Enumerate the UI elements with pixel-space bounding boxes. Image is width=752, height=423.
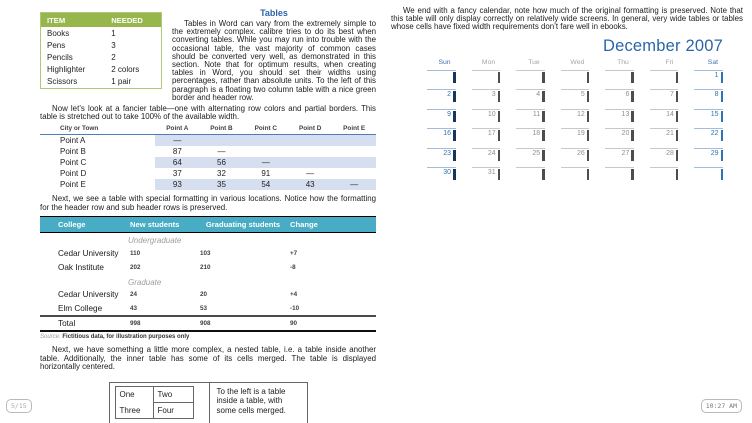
table-row	[40, 135, 376, 147]
table-cell: Total	[58, 318, 76, 328]
calendar-tick	[631, 150, 634, 161]
calendar-cell	[634, 89, 679, 109]
table-cell: +7	[290, 249, 298, 257]
calendar-date: 15	[710, 110, 719, 118]
calendar-tick	[631, 111, 634, 122]
calendar-tick	[631, 72, 634, 83]
table-cell: Cedar University	[58, 290, 119, 300]
calendar-cell	[678, 109, 723, 129]
calendar-cell-box	[472, 70, 501, 90]
calendar-tick	[453, 130, 456, 141]
calendar-tick	[676, 150, 679, 161]
calendar-cell	[545, 167, 590, 187]
calendar-cell-box	[694, 89, 723, 109]
calendar-cell-box	[472, 167, 501, 187]
calendar-tick	[498, 111, 501, 122]
calendar-tick	[631, 91, 634, 102]
inner-cell-one: One	[119, 389, 135, 399]
calendar-day-header: Wed	[570, 58, 585, 66]
calendar-cell	[500, 128, 545, 148]
table-cell: —	[155, 135, 199, 147]
calendar-cell-box	[650, 70, 679, 90]
calendar-tick	[721, 72, 724, 83]
fancier-table-paragraph: Now let’s look at a fancier table—one with alternating row colors and partial borders. This table is stretched out to take 100% of the available width.	[40, 104, 376, 122]
calendar-tick	[542, 150, 545, 161]
calendar-cell	[456, 70, 501, 90]
table-cell: 43	[288, 179, 332, 190]
nested-table-section	[40, 382, 376, 423]
table-cell: —	[244, 157, 288, 168]
calendar-tick	[587, 169, 590, 180]
calendar-cell	[545, 89, 590, 109]
supplies-table-float	[40, 12, 162, 89]
table-cell: Point B	[60, 147, 86, 157]
calendar-cell	[411, 89, 456, 109]
calendar-tick	[542, 130, 545, 141]
calendar-cell	[545, 148, 590, 168]
calendar-date: 6	[625, 91, 630, 99]
calendar-tick	[676, 130, 679, 141]
calendar-tick	[453, 91, 456, 102]
special-formatting-paragraph: Next, we see a table with special formatting in various locations. Notice how the formatting for the header row and sub header rows is preserved.	[40, 194, 376, 212]
calendar-tick	[721, 150, 724, 161]
calendar-cell-box	[561, 89, 590, 109]
calendar-cell-box	[650, 148, 679, 168]
calendar-cell-box	[605, 167, 634, 187]
table-cell: 998	[130, 319, 141, 327]
table-row	[41, 39, 162, 51]
calendar-cell-box	[605, 148, 634, 168]
table-row	[40, 246, 376, 260]
calendar-cell-box	[561, 167, 590, 187]
column-header: New students	[128, 216, 198, 232]
table-row	[41, 76, 162, 89]
calendar-date: 12	[576, 110, 585, 118]
table-row	[40, 179, 376, 190]
calendar-cell-box	[427, 109, 456, 129]
table-cell: 53	[200, 304, 208, 312]
table-cell: Oak Institute	[58, 262, 104, 272]
calendar-date: 21	[666, 130, 674, 138]
inner-table	[115, 386, 194, 419]
calendar-date: 23	[443, 149, 452, 157]
calendar-cell	[411, 128, 456, 148]
calendar-cell	[411, 109, 456, 129]
calendar-cell-box	[427, 148, 456, 168]
calendar-cell	[456, 128, 501, 148]
table-row	[40, 288, 376, 302]
page-indicator[interactable]: 5/15	[6, 399, 32, 413]
table-header-row	[41, 13, 162, 28]
calendar-cell-box	[650, 128, 679, 148]
calendar-cell	[456, 109, 501, 129]
source-text: Fictitious data, for illustration purposes only	[62, 334, 190, 341]
calendar-tick	[498, 169, 501, 180]
calendar-tick	[542, 111, 545, 122]
calendar-cell	[545, 109, 590, 129]
table-cell: -8	[290, 263, 296, 271]
calendar-date: 28	[666, 149, 674, 157]
calendar-date: 31	[487, 169, 496, 177]
calendar-cell-box	[516, 148, 545, 168]
calendar-cell	[678, 70, 723, 90]
table-header-row	[40, 216, 376, 232]
calendar-cell-box	[516, 89, 545, 109]
table-cell: 64	[155, 157, 199, 168]
calendar-tick	[676, 111, 679, 122]
table-row	[109, 382, 307, 423]
calendar-tick	[498, 72, 501, 83]
table-row	[40, 157, 376, 168]
column-header: City or Town	[60, 125, 99, 133]
table-cell: 91	[261, 169, 271, 179]
table-cell	[288, 135, 332, 147]
calendar-paragraph: We end with a fancy calendar, note how much of the original formatting is preserved. Note that this table will only display correctly on relatively wide screens. In general, very wide tables or tables whose cells have fixed width requirements don’t fare well in ebooks.	[391, 6, 743, 32]
calendar-cell	[589, 148, 634, 168]
sub-header-row	[40, 274, 376, 288]
section-heading: Tables	[260, 8, 288, 18]
calendar-tick	[721, 111, 724, 122]
table-cell: —	[332, 179, 376, 190]
calendar-cell	[500, 167, 545, 187]
inner-cell-four: Four	[153, 402, 193, 418]
outer-table-left-cell	[109, 382, 209, 423]
column-header: ITEM	[41, 13, 106, 28]
table-cell: 93	[155, 179, 199, 190]
calendar-cell-box	[605, 70, 634, 90]
calendar-tick	[453, 111, 456, 122]
calendar-day-header: Sun	[438, 58, 451, 66]
supplies-table	[40, 12, 162, 89]
calendar-tick	[542, 72, 545, 83]
calendar-tick	[676, 72, 679, 83]
calendar-cell-box	[516, 128, 545, 148]
calendar-cell	[589, 89, 634, 109]
table-cell: +4	[290, 291, 298, 299]
calendar-date: 4	[536, 91, 541, 99]
column-header: NEEDED	[105, 13, 161, 28]
table-row	[41, 27, 162, 39]
calendar-date: 10	[487, 110, 496, 118]
calendar-cell	[589, 109, 634, 129]
table-cell: Point E	[60, 180, 86, 190]
calendar-date: 11	[532, 110, 541, 118]
table-cell: 2 colors	[111, 65, 140, 75]
column-header: Point B	[210, 125, 233, 133]
calendar-date: 13	[621, 110, 630, 118]
calendar-tick	[453, 169, 456, 180]
calendar-date: 1	[714, 71, 719, 79]
calendar-cell-box	[561, 148, 590, 168]
calendar-date: 18	[532, 130, 541, 138]
calendar-date: 24	[487, 149, 496, 157]
calendar-tick	[498, 150, 501, 161]
outer-table	[109, 382, 308, 423]
nested-table-paragraph: Next, we have something a little more complex, a nested table, i.e. a table inside another table. Additionally, the inner table has some of its cells merged. The table is displayed horizontally centered.	[40, 345, 376, 371]
table-cell	[332, 135, 376, 147]
table-cell: —	[217, 147, 226, 157]
calendar-cell-box	[694, 109, 723, 129]
calendar-cell-box	[561, 109, 590, 129]
calendar-cell-box	[472, 89, 501, 109]
table-cell: 110	[130, 249, 141, 257]
calendar-cell-box	[516, 167, 545, 187]
calendar-date: 14	[666, 110, 674, 118]
inner-cell-three: Three	[119, 405, 141, 415]
calendar-cell	[411, 148, 456, 168]
table-cell: 1 pair	[111, 77, 132, 87]
calendar-day-header: Fri	[665, 58, 674, 66]
calendar-cell-box	[516, 109, 545, 129]
calendar-cell-box	[427, 70, 456, 90]
calendar-tick	[498, 130, 501, 141]
table-cell: 20	[200, 291, 208, 299]
calendar-cell	[634, 128, 679, 148]
table-cell	[244, 135, 288, 147]
table-cell: Elm College	[58, 303, 103, 313]
calendar-tick	[587, 91, 590, 102]
table-cell: -10	[290, 304, 300, 312]
calendar-cell-box	[427, 128, 456, 148]
intro-paragraph: Tables in Word can vary from the extremely simple to the extremely complex. calibre tries to do its best when converting tables. While you may run into trouble with the occasional table, the vast majority of common cases should be converted very well, as demonstrated in this section. Note that for optimum results, when creating tables in Word, you should set their widths using percentages, rather than absolute units. To the left of this paragraph is a floating two column table with a nice green border and header row.	[172, 19, 376, 102]
calendar-cell	[589, 167, 634, 187]
table-cell: 24	[130, 291, 138, 299]
sub-header-label: Undergraduate	[128, 236, 182, 246]
calendar-tick	[587, 150, 590, 161]
table-cell: 87	[172, 147, 182, 157]
calendar-cell	[411, 70, 456, 90]
calendar-cell-box	[516, 70, 545, 90]
sub-header-row	[40, 232, 376, 246]
table-cell: 103	[200, 249, 211, 257]
table-cell: —	[306, 169, 315, 179]
calendar-cell-box	[694, 70, 723, 90]
calendar-date: 29	[710, 149, 719, 157]
calendar-cell-box	[472, 128, 501, 148]
table-cell	[288, 146, 332, 157]
calendar-day-header: Tue	[528, 58, 540, 66]
calendar-cell-box	[561, 70, 590, 90]
table-cell: 210	[200, 263, 211, 271]
calendar-cell	[678, 128, 723, 148]
calendar-cell-box	[694, 128, 723, 148]
table-cell: Point A	[60, 136, 86, 146]
clock: 10:27 AM	[701, 399, 742, 413]
table-cell	[288, 157, 332, 168]
calendar-tick	[587, 111, 590, 122]
calendar-cell	[678, 89, 723, 109]
table-source-note	[40, 334, 376, 340]
source-label: Source:	[40, 334, 61, 341]
calendar-date: 20	[621, 130, 630, 138]
calendar-cell-box	[472, 148, 501, 168]
calendar-cell	[589, 128, 634, 148]
table-cell: Cedar University	[58, 248, 119, 258]
column-header: Point A	[166, 125, 189, 133]
calendar-cell-box	[427, 89, 456, 109]
table-row	[115, 386, 193, 402]
calendar-cell-box	[605, 109, 634, 129]
calendar-date: 30	[443, 169, 452, 177]
table-cell: Pens	[47, 40, 66, 50]
calendar-date: 27	[621, 149, 630, 157]
table-cell	[40, 232, 128, 246]
calendar-cell	[500, 89, 545, 109]
table-row	[41, 64, 162, 76]
table-cell: Pencils	[47, 52, 73, 62]
calendar-cell	[678, 148, 723, 168]
column-header: Point C	[254, 125, 277, 133]
table-cell	[332, 168, 376, 179]
table-cell: 3	[111, 40, 116, 50]
calendar-tick	[721, 91, 724, 102]
calendar-day-header: Sat	[707, 58, 718, 66]
table-cell: 54	[244, 179, 288, 190]
calendar-date: 19	[576, 130, 585, 138]
table-cell: 908	[200, 319, 211, 327]
table-cell: 56	[199, 157, 243, 168]
inner-cell-two: Two	[153, 386, 193, 402]
table-row	[40, 260, 376, 274]
table-cell: Books	[47, 28, 70, 38]
table-row	[40, 168, 376, 179]
inner-merged-cell	[115, 386, 153, 418]
table-cell: 2	[111, 52, 116, 62]
table-cell: 43	[130, 304, 138, 312]
calendar-cell-box	[694, 167, 723, 187]
table-row	[41, 51, 162, 63]
calendar-grid	[411, 59, 723, 187]
column-header: College	[40, 216, 128, 232]
table-row	[40, 146, 376, 157]
calendar-cell-box	[472, 109, 501, 129]
calendar-day-header: Mon	[481, 58, 496, 66]
calendar-cell-box	[650, 89, 679, 109]
calendar-cell	[634, 70, 679, 90]
calendar-cell-box	[694, 148, 723, 168]
calendar-cell	[678, 167, 723, 187]
calendar-date: 17	[487, 130, 496, 138]
calendar-cell-box	[650, 109, 679, 129]
calendar-date: 7	[670, 91, 674, 99]
calendar-tick	[498, 91, 501, 102]
calendar-day-header: Thu	[617, 58, 629, 66]
calendar-cell-box	[605, 89, 634, 109]
calendar-date: 2	[447, 91, 452, 99]
table-cell	[40, 274, 128, 288]
table-header-row	[40, 124, 376, 135]
column-header: Point E	[343, 125, 366, 133]
table-cell	[332, 157, 376, 168]
calendar-tick	[453, 150, 456, 161]
column-header: Point D	[298, 125, 322, 133]
table-cell: Point C	[60, 158, 87, 168]
calendar-cell-box	[561, 128, 590, 148]
table-cell: Point D	[60, 169, 87, 179]
calendar-cell	[545, 128, 590, 148]
sub-header-label: Graduate	[128, 277, 162, 287]
calendar-cell	[634, 109, 679, 129]
calendar-date: 26	[576, 149, 585, 157]
calendar-tick	[587, 72, 590, 83]
table-row	[40, 302, 376, 316]
calendar-cell	[500, 148, 545, 168]
calendar-tick	[676, 169, 679, 180]
table-cell: Highlighter	[47, 65, 86, 75]
table-cell: Scissors	[47, 77, 78, 87]
points-table	[40, 124, 376, 190]
calendar-date: 25	[532, 149, 541, 157]
total-row	[40, 316, 376, 331]
table-cell: 37	[172, 169, 182, 179]
calendar-cell	[456, 148, 501, 168]
calendar-tick	[587, 130, 590, 141]
calendar-cell	[456, 167, 501, 187]
calendar-tick	[542, 169, 545, 180]
calendar-tick	[631, 169, 634, 180]
right-page	[391, 7, 743, 187]
calendar-date: 16	[443, 130, 452, 138]
calendar-cell	[456, 89, 501, 109]
left-page	[40, 7, 376, 423]
calendar-tick	[542, 91, 545, 102]
table-cell: 32	[217, 169, 226, 179]
calendar-date: 8	[714, 91, 719, 99]
calendar-cell	[500, 109, 545, 129]
college-table	[40, 216, 376, 332]
column-header: Change	[288, 216, 376, 232]
column-header: Graduating students	[198, 216, 288, 232]
calendar-tick	[631, 130, 634, 141]
calendar-cell-box	[650, 167, 679, 187]
table-cell: 202	[130, 263, 141, 271]
calendar-cell	[634, 148, 679, 168]
calendar-cell	[411, 167, 456, 187]
calendar-cell	[545, 70, 590, 90]
calendar-tick	[453, 72, 456, 83]
calendar-tick	[676, 91, 679, 102]
calendar-cell-box	[427, 167, 456, 187]
nested-table-caption: To the left is a table inside a table, with some cells merged.	[216, 386, 286, 415]
calendar-date: 22	[710, 130, 719, 138]
table-cell	[244, 146, 288, 157]
table-cell: 90	[290, 319, 298, 327]
calendar-date: 3	[491, 91, 496, 99]
calendar-cell	[589, 70, 634, 90]
calendar-cell	[500, 70, 545, 90]
calendar-title: December 2007	[602, 36, 723, 55]
calendar-cell-box	[605, 128, 634, 148]
calendar-date: 5	[580, 91, 585, 99]
calendar-tick	[721, 130, 724, 141]
calendar-date: 9	[447, 110, 452, 118]
table-cell: 35	[199, 179, 243, 190]
table-cell: 1	[111, 28, 116, 38]
table-cell	[199, 135, 243, 147]
table-cell	[332, 146, 376, 157]
calendar-cell	[634, 167, 679, 187]
calendar-tick	[721, 169, 724, 180]
